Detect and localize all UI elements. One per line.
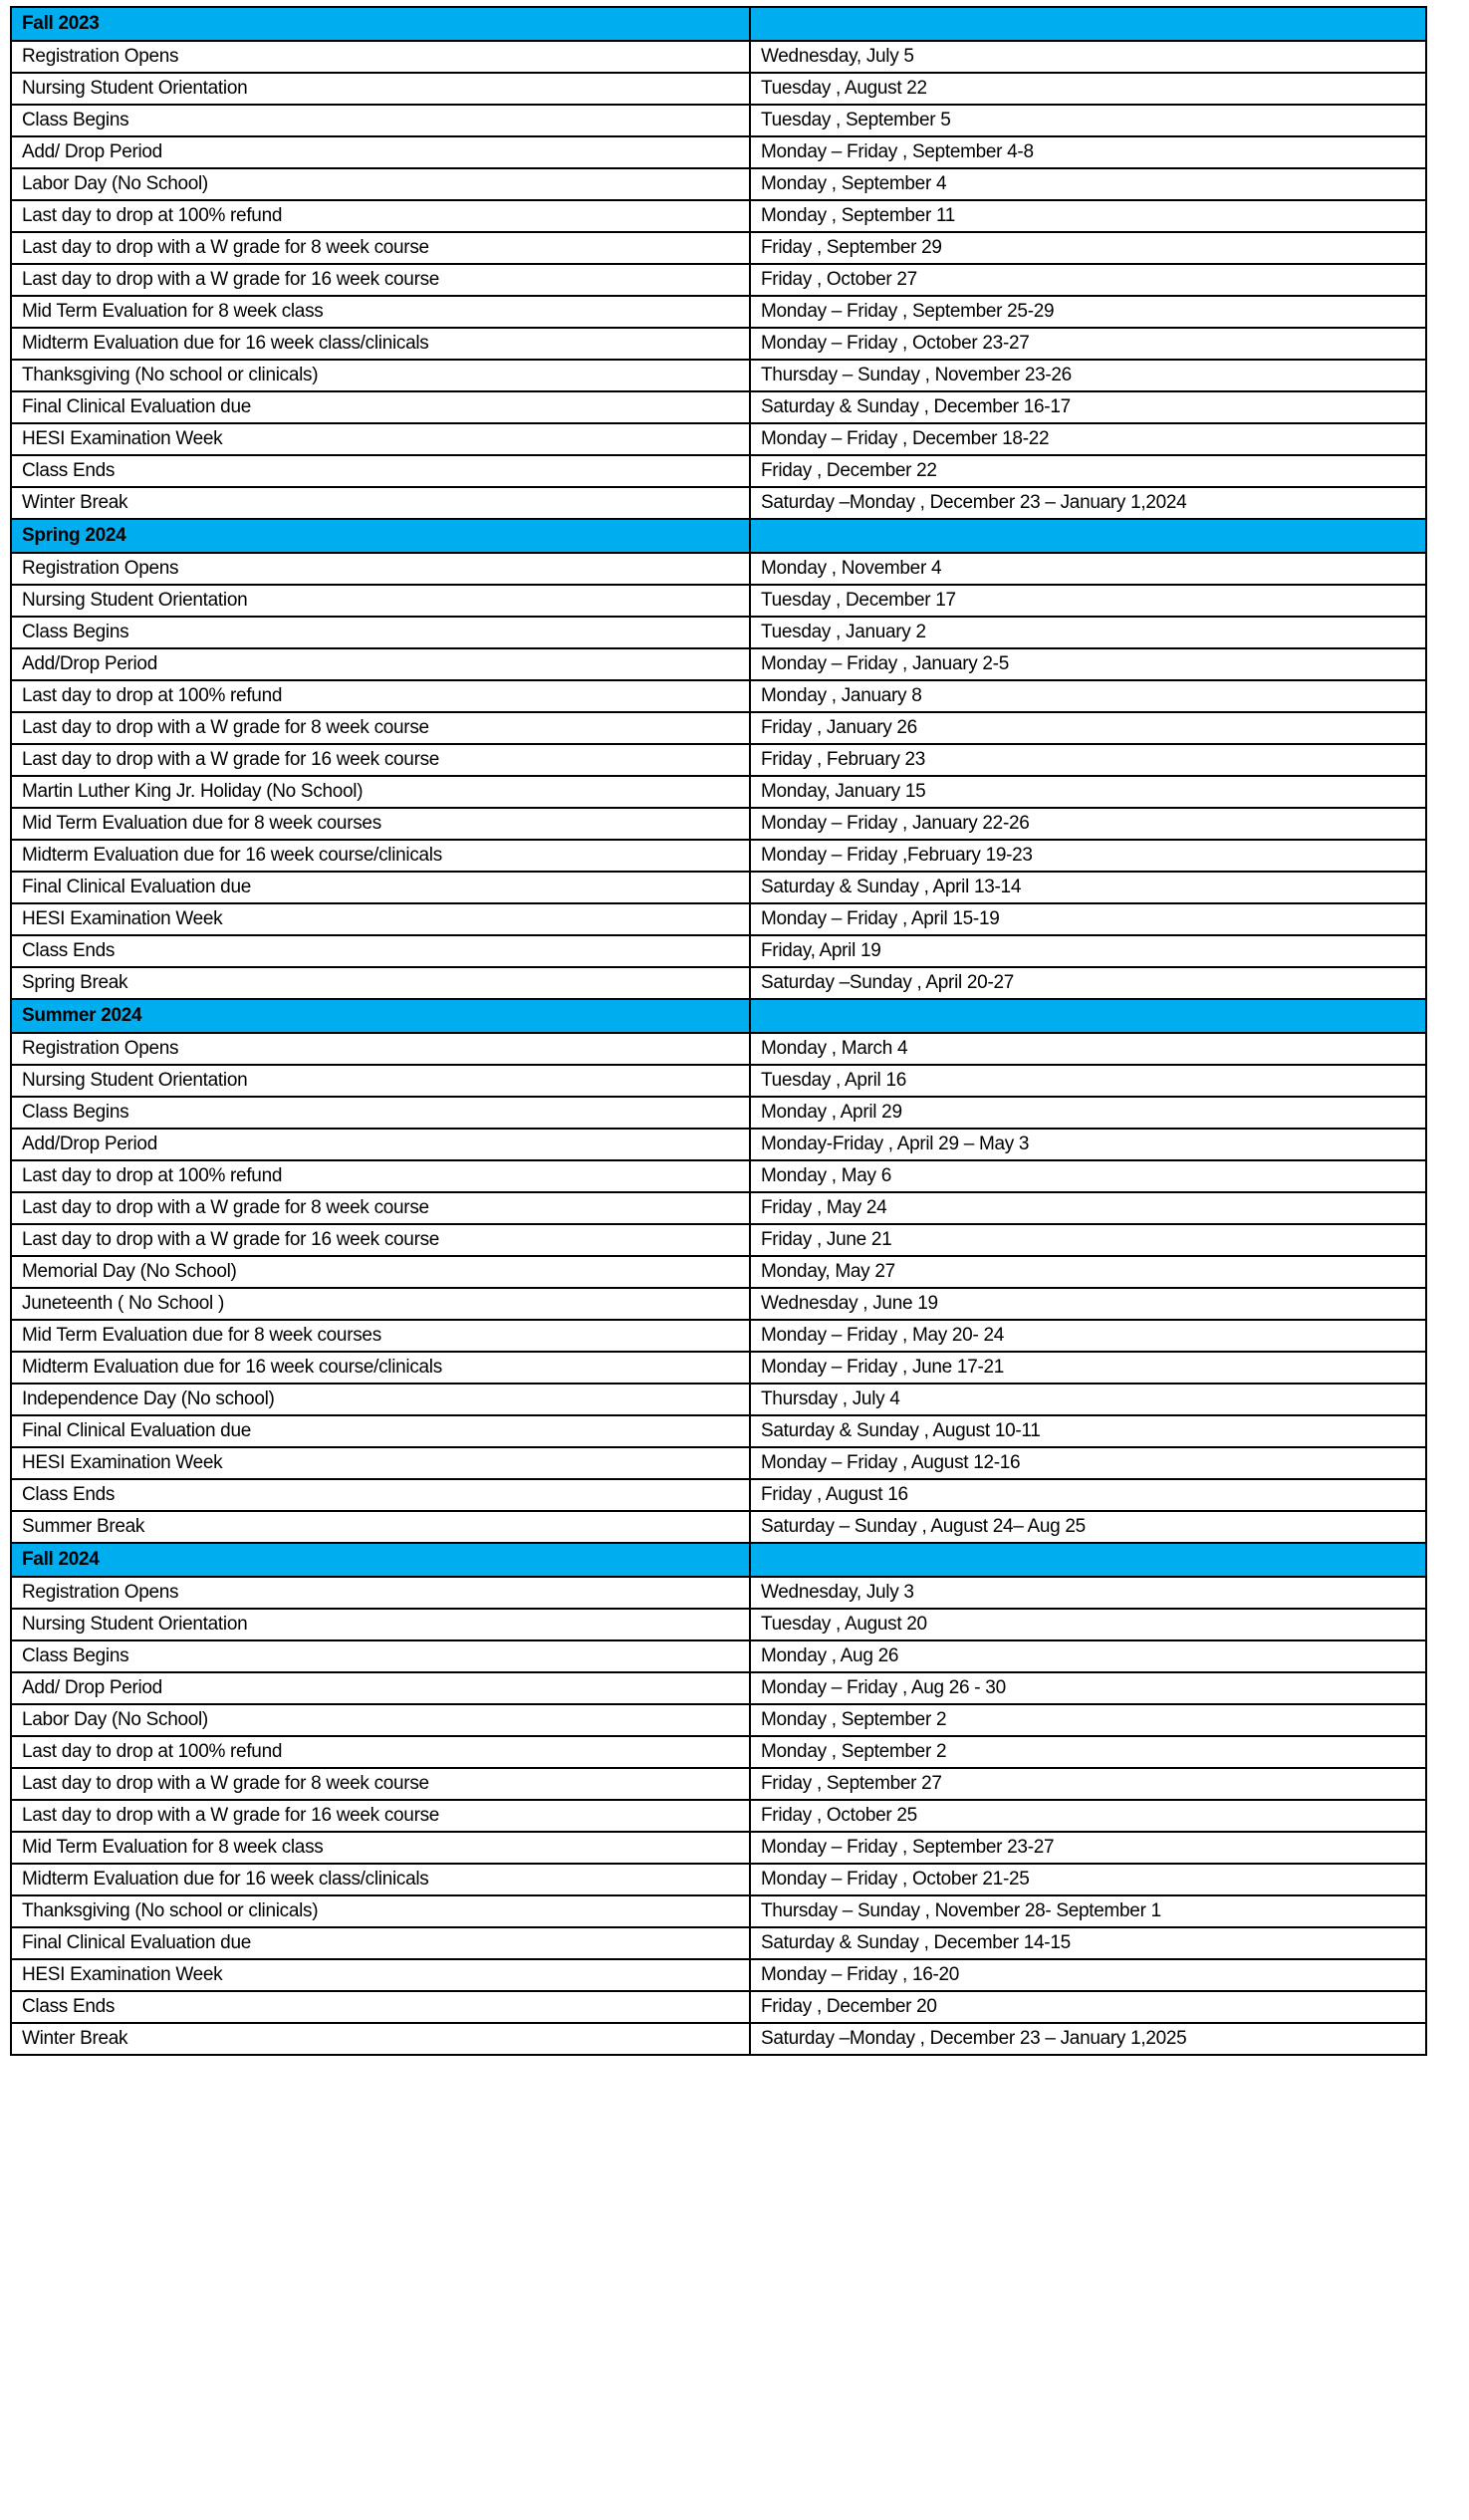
event-date-cell: Monday – Friday , Aug 26 - 30 bbox=[750, 1672, 1426, 1704]
table-row bbox=[11, 1479, 1426, 1511]
event-date-cell: Thursday – Sunday , November 23-26 bbox=[750, 360, 1426, 391]
event-name-cell: Last day to drop with a W grade for 16 week course bbox=[11, 1224, 750, 1256]
event-date-cell: Monday – Friday , September 4-8 bbox=[750, 136, 1426, 168]
table-row bbox=[11, 1640, 1426, 1672]
event-name-cell: Last day to drop with a W grade for 16 week course bbox=[11, 1800, 750, 1832]
event-name-cell: Thanksgiving (No school or clinicals) bbox=[11, 1895, 750, 1927]
event-date-cell: Saturday & Sunday , August 10-11 bbox=[750, 1415, 1426, 1447]
section-header-row bbox=[11, 519, 1426, 553]
table-row bbox=[11, 296, 1426, 328]
table-row bbox=[11, 1224, 1426, 1256]
event-date-cell: Thursday , July 4 bbox=[750, 1384, 1426, 1415]
event-name-cell: Mid Term Evaluation for 8 week class bbox=[11, 1832, 750, 1864]
table-row bbox=[11, 808, 1426, 840]
event-date-cell: Saturday – Sunday , August 24– Aug 25 bbox=[750, 1511, 1426, 1543]
event-date-cell: Monday , September 11 bbox=[750, 200, 1426, 232]
event-date-cell: Monday , January 8 bbox=[750, 680, 1426, 712]
event-name-cell: Final Clinical Evaluation due bbox=[11, 1927, 750, 1959]
event-name-cell: Thanksgiving (No school or clinicals) bbox=[11, 360, 750, 391]
table-row bbox=[11, 41, 1426, 73]
event-name-cell: Final Clinical Evaluation due bbox=[11, 1415, 750, 1447]
event-date-cell: Wednesday, July 5 bbox=[750, 41, 1426, 73]
table-row bbox=[11, 487, 1426, 519]
event-date-cell: Friday , October 25 bbox=[750, 1800, 1426, 1832]
event-date-cell: Monday – Friday , October 21-25 bbox=[750, 1864, 1426, 1895]
event-date-cell: Monday , September 4 bbox=[750, 168, 1426, 200]
event-date-cell: Monday – Friday , May 20- 24 bbox=[750, 1320, 1426, 1352]
table-row bbox=[11, 680, 1426, 712]
table-row bbox=[11, 1864, 1426, 1895]
event-name-cell: Class Ends bbox=[11, 455, 750, 487]
event-name-cell: Independence Day (No school) bbox=[11, 1384, 750, 1415]
event-name-cell: Nursing Student Orientation bbox=[11, 1065, 750, 1097]
table-row bbox=[11, 1609, 1426, 1640]
table-row bbox=[11, 1672, 1426, 1704]
table-row bbox=[11, 648, 1426, 680]
table-row bbox=[11, 360, 1426, 391]
event-name-cell: Labor Day (No School) bbox=[11, 1704, 750, 1736]
event-name-cell: Last day to drop with a W grade for 8 week course bbox=[11, 712, 750, 744]
table-row bbox=[11, 967, 1426, 999]
event-date-cell: Friday , February 23 bbox=[750, 744, 1426, 776]
table-row bbox=[11, 1033, 1426, 1065]
table-row bbox=[11, 1736, 1426, 1768]
table-row bbox=[11, 264, 1426, 296]
event-date-cell: Monday – Friday , 16-20 bbox=[750, 1959, 1426, 1991]
table-row bbox=[11, 1577, 1426, 1609]
event-date-cell: Saturday –Monday , December 23 – January 1,2024 bbox=[750, 487, 1426, 519]
event-name-cell: HESI Examination Week bbox=[11, 1959, 750, 1991]
event-date-cell: Friday , June 21 bbox=[750, 1224, 1426, 1256]
event-name-cell: HESI Examination Week bbox=[11, 423, 750, 455]
event-name-cell: Add/Drop Period bbox=[11, 1129, 750, 1160]
event-name-cell: Last day to drop at 100% refund bbox=[11, 200, 750, 232]
event-date-cell: Monday – Friday , April 15-19 bbox=[750, 903, 1426, 935]
table-row bbox=[11, 617, 1426, 648]
event-name-cell: Final Clinical Evaluation due bbox=[11, 872, 750, 903]
table-row bbox=[11, 168, 1426, 200]
table-row bbox=[11, 1511, 1426, 1543]
calendar-body bbox=[11, 7, 1426, 2055]
event-name-cell: Add/Drop Period bbox=[11, 648, 750, 680]
event-name-cell: Summer Break bbox=[11, 1511, 750, 1543]
event-name-cell: Last day to drop at 100% refund bbox=[11, 1160, 750, 1192]
table-row bbox=[11, 1959, 1426, 1991]
event-date-cell: Saturday –Monday , December 23 – January 1,2025 bbox=[750, 2023, 1426, 2055]
table-row bbox=[11, 1800, 1426, 1832]
table-row bbox=[11, 328, 1426, 360]
event-name-cell: Juneteenth ( No School ) bbox=[11, 1288, 750, 1320]
event-date-cell: Monday , May 6 bbox=[750, 1160, 1426, 1192]
event-name-cell: Nursing Student Orientation bbox=[11, 73, 750, 105]
event-name-cell: Midterm Evaluation due for 16 week course/clinicals bbox=[11, 1352, 750, 1384]
table-row bbox=[11, 1384, 1426, 1415]
table-row bbox=[11, 872, 1426, 903]
table-row bbox=[11, 1768, 1426, 1800]
event-name-cell: Registration Opens bbox=[11, 41, 750, 73]
event-name-cell: Last day to drop with a W grade for 8 week course bbox=[11, 232, 750, 264]
event-date-cell: Monday – Friday , June 17-21 bbox=[750, 1352, 1426, 1384]
event-name-cell: Memorial Day (No School) bbox=[11, 1256, 750, 1288]
event-name-cell: Midterm Evaluation due for 16 week class/clinicals bbox=[11, 328, 750, 360]
table-row bbox=[11, 1192, 1426, 1224]
section-header-blank bbox=[750, 999, 1426, 1033]
table-row bbox=[11, 200, 1426, 232]
event-date-cell: Tuesday , August 22 bbox=[750, 73, 1426, 105]
table-row bbox=[11, 1415, 1426, 1447]
event-name-cell: Midterm Evaluation due for 16 week course/clinicals bbox=[11, 840, 750, 872]
section-header-blank bbox=[750, 519, 1426, 553]
event-name-cell: Mid Term Evaluation due for 8 week courses bbox=[11, 1320, 750, 1352]
event-name-cell: Mid Term Evaluation due for 8 week courses bbox=[11, 808, 750, 840]
event-name-cell: Add/ Drop Period bbox=[11, 136, 750, 168]
event-date-cell: Saturday & Sunday , December 14-15 bbox=[750, 1927, 1426, 1959]
event-name-cell: Last day to drop at 100% refund bbox=[11, 680, 750, 712]
table-row bbox=[11, 553, 1426, 585]
table-row bbox=[11, 455, 1426, 487]
table-row bbox=[11, 136, 1426, 168]
event-date-cell: Monday – Friday , September 25-29 bbox=[750, 296, 1426, 328]
table-row bbox=[11, 744, 1426, 776]
event-date-cell: Monday – Friday , December 18-22 bbox=[750, 423, 1426, 455]
event-date-cell: Friday , January 26 bbox=[750, 712, 1426, 744]
table-row bbox=[11, 1288, 1426, 1320]
event-date-cell: Monday-Friday , April 29 – May 3 bbox=[750, 1129, 1426, 1160]
event-name-cell: Class Ends bbox=[11, 1479, 750, 1511]
event-date-cell: Monday , September 2 bbox=[750, 1736, 1426, 1768]
event-name-cell: Registration Opens bbox=[11, 553, 750, 585]
event-date-cell: Monday, May 27 bbox=[750, 1256, 1426, 1288]
table-row bbox=[11, 1447, 1426, 1479]
event-date-cell: Monday – Friday , October 23-27 bbox=[750, 328, 1426, 360]
table-row bbox=[11, 1097, 1426, 1129]
table-row bbox=[11, 423, 1426, 455]
event-date-cell: Thursday – Sunday , November 28- September 1 bbox=[750, 1895, 1426, 1927]
section-header-fall-2024: Fall 2024 bbox=[11, 1543, 750, 1577]
event-name-cell: Winter Break bbox=[11, 487, 750, 519]
event-date-cell: Saturday –Sunday , April 20-27 bbox=[750, 967, 1426, 999]
table-row bbox=[11, 1160, 1426, 1192]
event-date-cell: Wednesday , June 19 bbox=[750, 1288, 1426, 1320]
event-date-cell: Monday , November 4 bbox=[750, 553, 1426, 585]
table-row bbox=[11, 73, 1426, 105]
event-name-cell: Class Begins bbox=[11, 1097, 750, 1129]
table-row bbox=[11, 1991, 1426, 2023]
event-name-cell: Midterm Evaluation due for 16 week class/clinicals bbox=[11, 1864, 750, 1895]
table-row bbox=[11, 712, 1426, 744]
event-name-cell: Registration Opens bbox=[11, 1033, 750, 1065]
section-header-row bbox=[11, 7, 1426, 41]
table-row bbox=[11, 1256, 1426, 1288]
table-row bbox=[11, 840, 1426, 872]
event-date-cell: Saturday & Sunday , April 13-14 bbox=[750, 872, 1426, 903]
event-name-cell: Class Begins bbox=[11, 1640, 750, 1672]
event-name-cell: Registration Opens bbox=[11, 1577, 750, 1609]
section-header-summer-2024: Summer 2024 bbox=[11, 999, 750, 1033]
event-name-cell: Last day to drop with a W grade for 8 week course bbox=[11, 1192, 750, 1224]
event-date-cell: Tuesday , April 16 bbox=[750, 1065, 1426, 1097]
event-date-cell: Monday , March 4 bbox=[750, 1033, 1426, 1065]
academic-calendar bbox=[10, 6, 1425, 2056]
event-name-cell: Add/ Drop Period bbox=[11, 1672, 750, 1704]
event-name-cell: Last day to drop with a W grade for 16 week course bbox=[11, 744, 750, 776]
event-date-cell: Tuesday , January 2 bbox=[750, 617, 1426, 648]
section-header-row bbox=[11, 1543, 1426, 1577]
table-row bbox=[11, 1320, 1426, 1352]
table-row bbox=[11, 1704, 1426, 1736]
event-date-cell: Friday , May 24 bbox=[750, 1192, 1426, 1224]
table-row bbox=[11, 1927, 1426, 1959]
event-date-cell: Monday – Friday , August 12-16 bbox=[750, 1447, 1426, 1479]
event-date-cell: Monday – Friday , January 2-5 bbox=[750, 648, 1426, 680]
event-date-cell: Friday , December 22 bbox=[750, 455, 1426, 487]
event-date-cell: Friday , September 29 bbox=[750, 232, 1426, 264]
table-row bbox=[11, 1129, 1426, 1160]
event-date-cell: Friday , September 27 bbox=[750, 1768, 1426, 1800]
table-row bbox=[11, 1895, 1426, 1927]
event-name-cell: Spring Break bbox=[11, 967, 750, 999]
event-date-cell: Monday , April 29 bbox=[750, 1097, 1426, 1129]
event-date-cell: Tuesday , December 17 bbox=[750, 585, 1426, 617]
event-name-cell: Class Ends bbox=[11, 1991, 750, 2023]
table-row bbox=[11, 903, 1426, 935]
academic-calendar-table bbox=[10, 6, 1427, 2056]
event-name-cell: Winter Break bbox=[11, 2023, 750, 2055]
event-date-cell: Friday , December 20 bbox=[750, 1991, 1426, 2023]
table-row bbox=[11, 232, 1426, 264]
event-name-cell: Mid Term Evaluation for 8 week class bbox=[11, 296, 750, 328]
event-name-cell: HESI Examination Week bbox=[11, 903, 750, 935]
event-date-cell: Tuesday , August 20 bbox=[750, 1609, 1426, 1640]
table-row bbox=[11, 2023, 1426, 2055]
section-header-spring-2024: Spring 2024 bbox=[11, 519, 750, 553]
event-date-cell: Monday – Friday , September 23-27 bbox=[750, 1832, 1426, 1864]
event-name-cell: HESI Examination Week bbox=[11, 1447, 750, 1479]
event-name-cell: Class Begins bbox=[11, 105, 750, 136]
table-row bbox=[11, 776, 1426, 808]
event-date-cell: Friday, April 19 bbox=[750, 935, 1426, 967]
event-name-cell: Final Clinical Evaluation due bbox=[11, 391, 750, 423]
table-row bbox=[11, 391, 1426, 423]
table-row bbox=[11, 105, 1426, 136]
section-header-blank bbox=[750, 7, 1426, 41]
event-name-cell: Last day to drop with a W grade for 16 week course bbox=[11, 264, 750, 296]
section-header-fall-2023: Fall 2023 bbox=[11, 7, 750, 41]
event-date-cell: Saturday & Sunday , December 16-17 bbox=[750, 391, 1426, 423]
table-row bbox=[11, 1832, 1426, 1864]
event-name-cell: Martin Luther King Jr. Holiday (No School) bbox=[11, 776, 750, 808]
event-date-cell: Friday , October 27 bbox=[750, 264, 1426, 296]
event-name-cell: Class Begins bbox=[11, 617, 750, 648]
event-date-cell: Monday – Friday ,February 19-23 bbox=[750, 840, 1426, 872]
event-date-cell: Monday, January 15 bbox=[750, 776, 1426, 808]
table-row bbox=[11, 1065, 1426, 1097]
section-header-blank bbox=[750, 1543, 1426, 1577]
event-date-cell: Friday , August 16 bbox=[750, 1479, 1426, 1511]
event-date-cell: Monday , Aug 26 bbox=[750, 1640, 1426, 1672]
event-date-cell: Wednesday, July 3 bbox=[750, 1577, 1426, 1609]
event-date-cell: Tuesday , September 5 bbox=[750, 105, 1426, 136]
table-row bbox=[11, 1352, 1426, 1384]
event-name-cell: Last day to drop with a W grade for 8 week course bbox=[11, 1768, 750, 1800]
event-name-cell: Class Ends bbox=[11, 935, 750, 967]
section-header-row bbox=[11, 999, 1426, 1033]
event-name-cell: Last day to drop at 100% refund bbox=[11, 1736, 750, 1768]
event-name-cell: Nursing Student Orientation bbox=[11, 585, 750, 617]
event-name-cell: Labor Day (No School) bbox=[11, 168, 750, 200]
table-row bbox=[11, 585, 1426, 617]
event-date-cell: Monday , September 2 bbox=[750, 1704, 1426, 1736]
event-date-cell: Monday – Friday , January 22-26 bbox=[750, 808, 1426, 840]
table-row bbox=[11, 935, 1426, 967]
event-name-cell: Nursing Student Orientation bbox=[11, 1609, 750, 1640]
